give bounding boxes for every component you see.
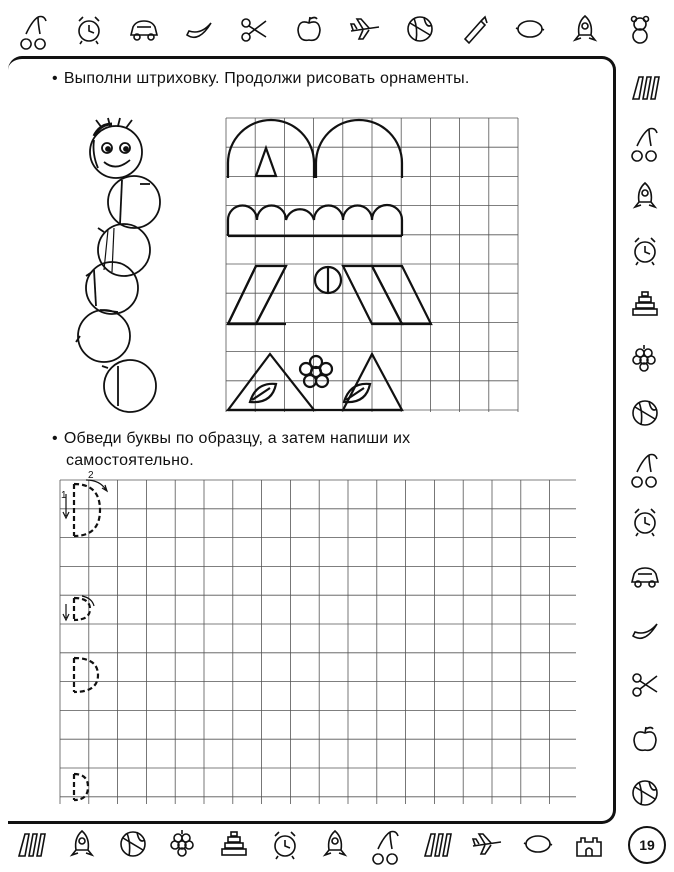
alarm-clock-icon [629,234,661,266]
alarm-clock-icon [269,828,301,860]
grapes-icon [629,343,661,375]
ball-icon [629,397,661,429]
ball-icon [629,777,661,809]
pyramid-icon [218,828,250,860]
crayons-icon [15,828,47,860]
grapes-icon [167,828,199,860]
arch-shape [228,120,314,178]
lemon-icon [514,13,546,45]
scissors-icon [238,13,270,45]
caterpillar-figure [74,110,174,420]
caterpillar-segment [108,176,160,228]
bullet: • [52,430,58,447]
task1-instruction [52,68,470,90]
castle-icon [573,828,605,860]
top-decor-border [0,8,674,50]
caterpillar-head [90,126,142,178]
scissors-icon [629,668,661,700]
rocket-icon [319,828,351,860]
bottom-decor-border [0,822,620,866]
bullet: • [52,70,58,87]
ball-icon [404,13,436,45]
triangle-shape [256,148,276,176]
task2-instruction [52,428,410,472]
task2-text-line2: самостоятельно. [66,452,194,469]
caterpillar-segment [78,310,130,362]
task1-text: Выполни штриховку. Продолжи рисовать орнаменты. [63,70,470,87]
pyramid-icon [629,288,661,320]
semicircle-row [228,205,402,236]
ball-icon [117,828,149,860]
letter-p-trace-small [74,774,88,800]
right-decor-border [622,60,668,820]
alarm-clock-icon [629,505,661,537]
cherries-icon [370,828,402,860]
banana-icon [629,614,661,646]
letter-p-trace-small [74,598,90,620]
rocket-icon [629,180,661,212]
lemon-icon [522,828,554,860]
crayons-icon [421,828,453,860]
triangle-shape [228,354,314,410]
ornament-grid [226,118,518,412]
flower-shape [300,356,332,387]
teddy-bear-icon [624,13,656,45]
caterpillar-segment [104,360,156,412]
writing-grid [60,470,580,806]
rocket-icon [66,828,98,860]
apple-icon [629,723,661,755]
cherries-icon [18,13,50,45]
letter-p-trace-medium [74,658,98,692]
airplane-icon [471,828,503,860]
stroke-number-2: 2 [88,470,94,481]
page-number: 19 [628,826,666,864]
car-icon [629,560,661,592]
airplane-icon [349,13,381,45]
parallelogram-shape [343,266,402,324]
car-icon [128,13,160,45]
cherries-icon [629,451,661,483]
arch-shape [316,120,402,178]
task2-text-line1: Обведи буквы по образцу, а затем напиши их [63,430,411,447]
parallelogram-shape [228,266,286,324]
rocket-icon [569,13,601,45]
letter-p-trace-large [74,484,100,536]
apple-icon [293,13,325,45]
stroke-arrow-icon [63,604,69,620]
stroke-number-1: 1 [61,490,67,501]
crayons-icon [629,71,661,103]
crayon-icon [459,13,491,45]
banana-icon [183,13,215,45]
cherries-icon [629,125,661,157]
alarm-clock-icon [73,13,105,45]
